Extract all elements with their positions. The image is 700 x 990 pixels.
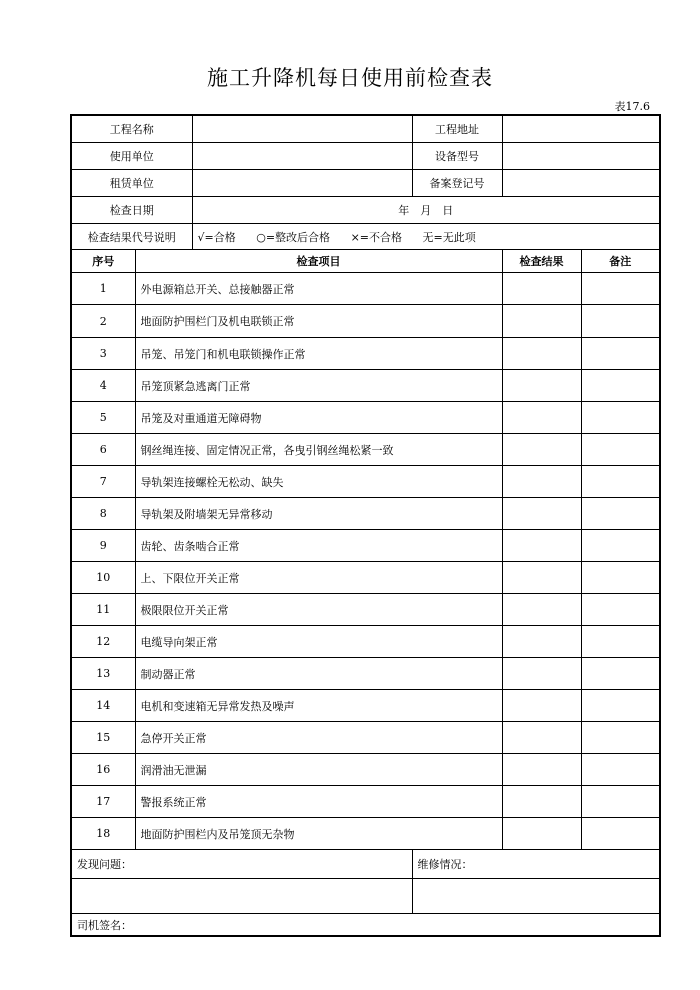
remark-cell[interactable] xyxy=(581,402,660,434)
item-number: 14 xyxy=(71,690,135,722)
result-cell[interactable] xyxy=(502,658,581,690)
table-row xyxy=(71,434,660,466)
table-row xyxy=(71,626,660,658)
result-cell[interactable] xyxy=(502,754,581,786)
result-cell[interactable] xyxy=(502,305,581,338)
result-cell[interactable] xyxy=(502,498,581,530)
result-cell[interactable] xyxy=(502,690,581,722)
repair-label: 维修情况： xyxy=(412,850,660,879)
item-number: 3 xyxy=(71,338,135,370)
item-text: 警报系统正常 xyxy=(135,786,502,818)
legend-not-applicable: 无=无此项 xyxy=(422,230,476,244)
item-text: 钢丝绳连接、固定情况正常，各曳引钢丝绳松紧一致 xyxy=(135,434,502,466)
lessor-unit-label: 租赁单位 xyxy=(71,170,192,197)
column-header-no: 序号 xyxy=(71,250,135,273)
item-text: 地面防护围栏门及机电联锁正常 xyxy=(135,305,502,338)
page-title: 施工升降机每日使用前检查表 xyxy=(207,66,493,90)
table-row xyxy=(71,818,660,850)
item-text: 齿轮、齿条啮合正常 xyxy=(135,530,502,562)
project-address-label: 工程地址 xyxy=(412,115,502,143)
result-cell[interactable] xyxy=(502,722,581,754)
item-text: 极限限位开关正常 xyxy=(135,594,502,626)
remark-cell[interactable] xyxy=(581,594,660,626)
table-row xyxy=(71,594,660,626)
legend-pass: √=合格 xyxy=(197,230,236,244)
table-row xyxy=(71,722,660,754)
item-number: 1 xyxy=(71,273,135,305)
table-row xyxy=(71,370,660,402)
item-text: 电缆导向架正常 xyxy=(135,626,502,658)
remark-cell[interactable] xyxy=(581,434,660,466)
item-text: 润滑油无泄漏 xyxy=(135,754,502,786)
remark-cell[interactable] xyxy=(581,305,660,338)
item-number: 7 xyxy=(71,466,135,498)
result-cell[interactable] xyxy=(502,402,581,434)
remark-cell[interactable] xyxy=(581,754,660,786)
item-text: 急停开关正常 xyxy=(135,722,502,754)
registration-label: 备案登记号 xyxy=(412,170,502,197)
table-row xyxy=(71,273,660,305)
user-unit-label: 使用单位 xyxy=(71,143,192,170)
table-row xyxy=(71,402,660,434)
project-name-label: 工程名称 xyxy=(71,115,192,143)
remark-cell[interactable] xyxy=(581,562,660,594)
item-number: 16 xyxy=(71,754,135,786)
remark-cell[interactable] xyxy=(581,338,660,370)
table-row xyxy=(71,658,660,690)
table-row xyxy=(71,562,660,594)
item-text: 导轨架及附墙架无异常移动 xyxy=(135,498,502,530)
item-number: 18 xyxy=(71,818,135,850)
item-text: 电机和变速箱无异常发热及噪声 xyxy=(135,690,502,722)
result-cell[interactable] xyxy=(502,338,581,370)
item-number: 12 xyxy=(71,626,135,658)
table-row xyxy=(71,754,660,786)
result-cell[interactable] xyxy=(502,594,581,626)
remark-cell[interactable] xyxy=(581,370,660,402)
table-row xyxy=(71,466,660,498)
legend-fail: ×=不合格 xyxy=(350,230,402,244)
item-number: 10 xyxy=(71,562,135,594)
issues-label: 发现问题： xyxy=(71,850,412,879)
result-cell[interactable] xyxy=(502,786,581,818)
result-cell[interactable] xyxy=(502,562,581,594)
user-unit-field[interactable] xyxy=(192,143,412,170)
table-row xyxy=(71,786,660,818)
issues-field[interactable] xyxy=(71,879,412,914)
remark-cell[interactable] xyxy=(581,466,660,498)
remark-cell[interactable] xyxy=(581,273,660,305)
remark-cell[interactable] xyxy=(581,658,660,690)
table-row xyxy=(71,530,660,562)
legend-pass-after-fix: ○=整改后合格 xyxy=(256,230,331,244)
column-header-remark: 备注 xyxy=(581,250,660,273)
lessor-unit-field[interactable] xyxy=(192,170,412,197)
result-cell[interactable] xyxy=(502,466,581,498)
driver-signature[interactable]: 司机签名： xyxy=(71,914,660,937)
remark-cell[interactable] xyxy=(581,818,660,850)
inspection-date-field[interactable]: 年 月 日 xyxy=(192,197,660,224)
item-number: 8 xyxy=(71,498,135,530)
project-name-field[interactable] xyxy=(192,115,412,143)
result-cell[interactable] xyxy=(502,370,581,402)
remark-cell[interactable] xyxy=(581,626,660,658)
item-number: 9 xyxy=(71,530,135,562)
item-text: 吊笼及对重通道无障碍物 xyxy=(135,402,502,434)
item-number: 6 xyxy=(71,434,135,466)
repair-field[interactable] xyxy=(412,879,660,914)
table-row xyxy=(71,338,660,370)
equipment-model-field[interactable] xyxy=(502,143,660,170)
item-number: 15 xyxy=(71,722,135,754)
remark-cell[interactable] xyxy=(581,530,660,562)
inspection-form xyxy=(70,114,661,937)
item-number: 11 xyxy=(71,594,135,626)
result-cell[interactable] xyxy=(502,434,581,466)
inspection-date-label: 检查日期 xyxy=(71,197,192,224)
item-number: 4 xyxy=(71,370,135,402)
item-number: 17 xyxy=(71,786,135,818)
result-code-legend xyxy=(192,224,660,250)
result-cell[interactable] xyxy=(502,818,581,850)
remark-cell[interactable] xyxy=(581,498,660,530)
item-text: 导轨架连接螺栓无松动、缺失 xyxy=(135,466,502,498)
equipment-model-label: 设备型号 xyxy=(412,143,502,170)
result-cell[interactable] xyxy=(502,530,581,562)
item-text: 上、下限位开关正常 xyxy=(135,562,502,594)
table-row xyxy=(71,305,660,338)
item-text: 吊笼顶紧急逃离门正常 xyxy=(135,370,502,402)
registration-field[interactable] xyxy=(502,170,660,197)
item-number: 5 xyxy=(71,402,135,434)
item-text: 地面防护围栏内及吊笼顶无杂物 xyxy=(135,818,502,850)
project-address-field[interactable] xyxy=(502,115,660,143)
remark-cell[interactable] xyxy=(581,690,660,722)
item-text: 制动器正常 xyxy=(135,658,502,690)
item-number: 13 xyxy=(71,658,135,690)
table-row xyxy=(71,498,660,530)
remark-cell[interactable] xyxy=(581,722,660,754)
item-text: 外电源箱总开关、总接触器正常 xyxy=(135,273,502,305)
item-text: 吊笼、吊笼门和机电联锁操作正常 xyxy=(135,338,502,370)
result-cell[interactable] xyxy=(502,626,581,658)
result-cell[interactable] xyxy=(502,273,581,305)
column-header-result: 检查结果 xyxy=(502,250,581,273)
legend-label: 检查结果代号说明 xyxy=(71,224,192,250)
table-row xyxy=(71,690,660,722)
column-header-item: 检查项目 xyxy=(135,250,502,273)
remark-cell[interactable] xyxy=(581,786,660,818)
item-number: 2 xyxy=(71,305,135,338)
form-code: 表17.6 xyxy=(614,100,650,113)
